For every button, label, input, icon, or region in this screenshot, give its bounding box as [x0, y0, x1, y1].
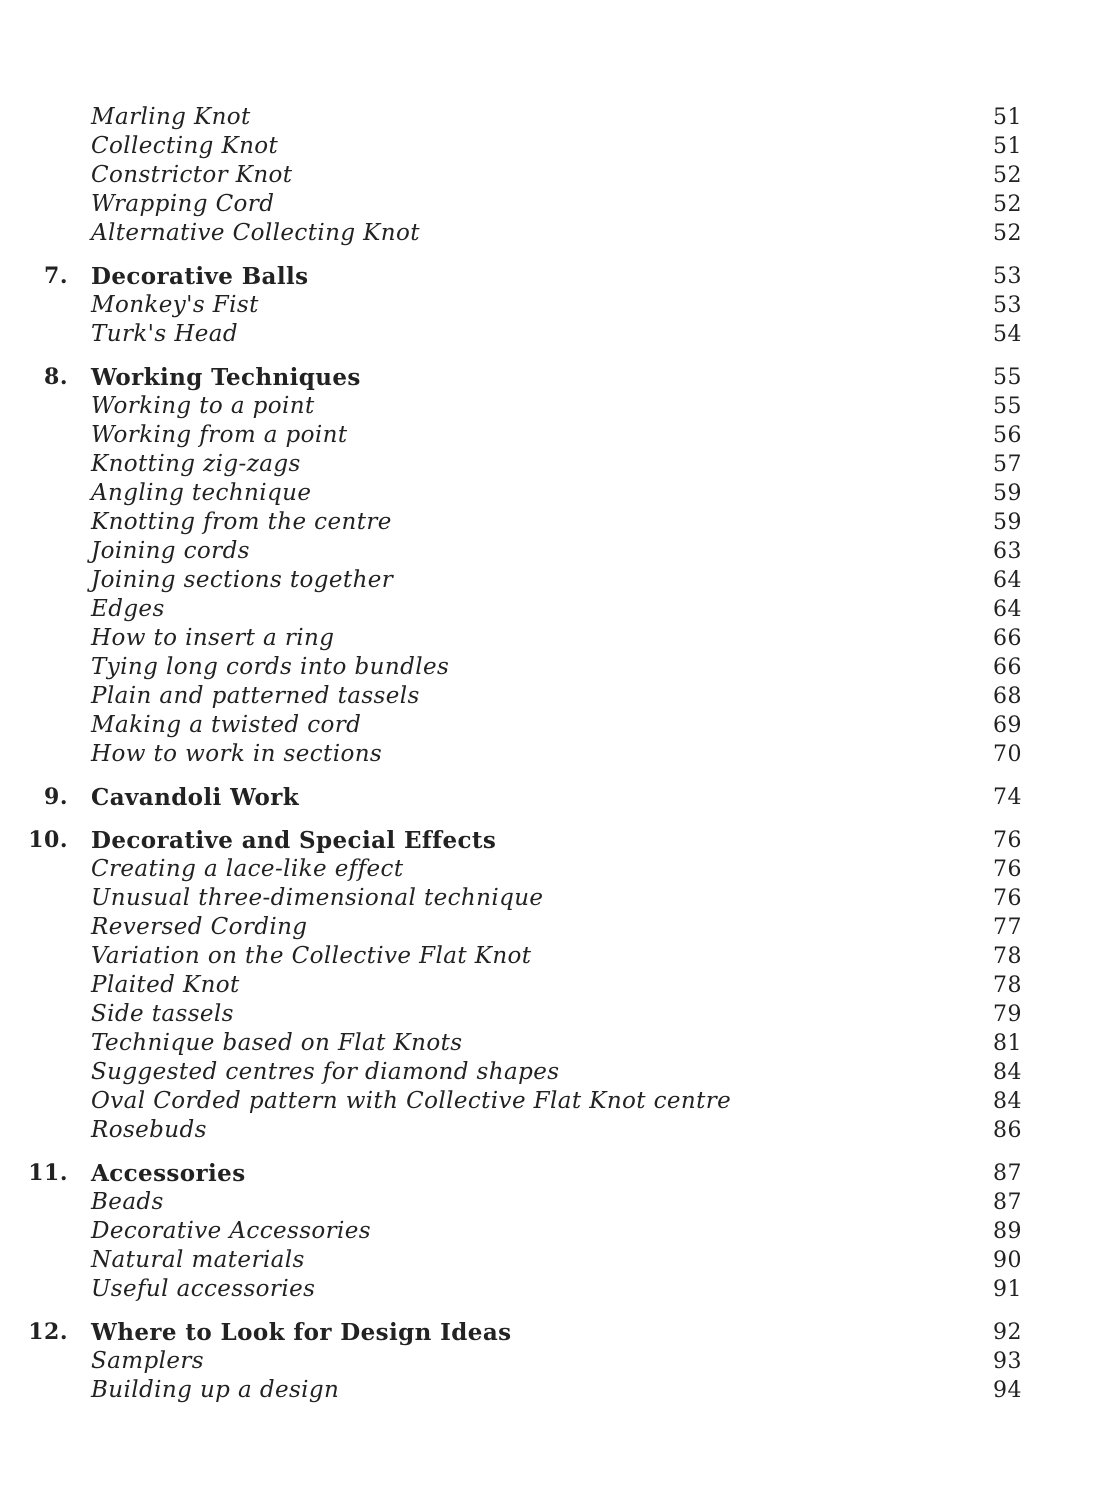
toc-entry-row: [0, 1188, 1096, 1217]
toc-entry-row: [0, 1087, 1096, 1116]
toc-entry-row: [0, 711, 1096, 740]
page-number: 56: [993, 423, 1022, 448]
page-number: 66: [993, 655, 1022, 680]
entry-title: Turk's Head: [91, 321, 239, 347]
chapter-number: 8.: [44, 364, 68, 390]
page-number: 79: [993, 1002, 1022, 1027]
chapter-title: Decorative Balls: [91, 263, 309, 290]
entry-title: Marling Knot: [91, 104, 251, 130]
entry-title: Useful accessories: [91, 1276, 316, 1302]
toc-entry-row: [0, 595, 1096, 624]
page-number: 89: [993, 1219, 1022, 1244]
chapter-title: Where to Look for Design Ideas: [91, 1319, 512, 1346]
toc-chapter-row: [0, 262, 1096, 291]
toc-entry-row: [0, 190, 1096, 219]
entry-title: Beads: [91, 1189, 164, 1215]
entry-title: Decorative Accessories: [91, 1218, 372, 1244]
entry-title: Monkey's Fist: [91, 292, 259, 318]
chapter-title: Decorative and Special Effects: [91, 827, 497, 854]
chapter-number: 11.: [28, 1160, 68, 1186]
toc-entry-row: [0, 450, 1096, 479]
entry-title: Plain and patterned tassels: [91, 683, 420, 709]
chapter-number: 10.: [28, 827, 68, 853]
page-number: 55: [993, 394, 1022, 419]
entry-title: Oval Corded pattern with Collective Flat Knot centre: [91, 1088, 732, 1114]
entry-title: How to work in sections: [91, 741, 383, 767]
toc-entry-row: [0, 566, 1096, 595]
entry-title: Plaited Knot: [91, 972, 240, 998]
page-number: 53: [993, 264, 1022, 289]
toc-entry-row: [0, 1376, 1096, 1405]
toc-entry-row: [0, 1275, 1096, 1304]
entry-title: Building up a design: [91, 1377, 340, 1403]
entry-title: Samplers: [91, 1348, 204, 1374]
entry-title: Rosebuds: [91, 1117, 207, 1143]
toc-chapter-row: [0, 1159, 1096, 1188]
page-number: 68: [993, 684, 1022, 709]
entry-title: Angling technique: [91, 480, 312, 506]
toc-chapter-row: [0, 1318, 1096, 1347]
toc-entry-row: [0, 103, 1096, 132]
toc-entry-row: [0, 508, 1096, 537]
page-number: 76: [993, 886, 1022, 911]
chapter-number: 9.: [44, 784, 68, 810]
chapter-number: 12.: [28, 1319, 68, 1345]
page-number: 52: [993, 221, 1022, 246]
toc-entry-row: [0, 392, 1096, 421]
toc-entry-row: [0, 1217, 1096, 1246]
entry-title: Collecting Knot: [91, 133, 279, 159]
entry-title: Joining cords: [91, 538, 250, 564]
page-number: 52: [993, 163, 1022, 188]
toc-entry-row: [0, 421, 1096, 450]
page-number: 94: [993, 1378, 1022, 1403]
entry-title: Reversed Cording: [91, 914, 308, 940]
page-number: 64: [993, 568, 1022, 593]
page-number: 76: [993, 828, 1022, 853]
page-number: 69: [993, 713, 1022, 738]
entry-title: Constrictor Knot: [91, 162, 293, 188]
entry-title: Alternative Collecting Knot: [91, 220, 420, 246]
page-number: 52: [993, 192, 1022, 217]
toc-entry-row: [0, 132, 1096, 161]
toc-entry-row: [0, 942, 1096, 971]
entry-title: Edges: [91, 596, 165, 622]
toc-entry-row: [0, 1000, 1096, 1029]
entry-title: Creating a lace-like effect: [91, 856, 404, 882]
entry-title: Technique based on Flat Knots: [91, 1030, 463, 1056]
entry-title: How to insert a ring: [91, 625, 335, 651]
page-number: 66: [993, 626, 1022, 651]
chapter-title: Accessories: [91, 1160, 246, 1187]
toc-entry-row: [0, 320, 1096, 349]
entry-title: Knotting from the centre: [91, 509, 392, 535]
toc-entry-row: [0, 913, 1096, 942]
page-number: 76: [993, 857, 1022, 882]
toc-entry-row: [0, 682, 1096, 711]
toc-chapter-row: [0, 826, 1096, 855]
page-number: 86: [993, 1118, 1022, 1143]
page-number: 59: [993, 510, 1022, 535]
page-number: 55: [993, 365, 1022, 390]
toc-chapter-row: [0, 363, 1096, 392]
entry-title: Wrapping Cord: [91, 191, 275, 217]
entry-title: Variation on the Collective Flat Knot: [91, 943, 532, 969]
page-number: 90: [993, 1248, 1022, 1273]
entry-title: Natural materials: [91, 1247, 305, 1273]
page-number: 78: [993, 944, 1022, 969]
toc-entry-row: [0, 624, 1096, 653]
toc-entry-row: [0, 537, 1096, 566]
toc-entry-row: [0, 161, 1096, 190]
chapter-title: Cavandoli Work: [91, 784, 300, 811]
page-number: 81: [993, 1031, 1022, 1056]
page-number: 70: [993, 742, 1022, 767]
page-number: 63: [993, 539, 1022, 564]
chapter-title: Working Techniques: [91, 364, 361, 391]
page-number: 54: [993, 322, 1022, 347]
table-of-contents: [0, 103, 1096, 1405]
page-number: 84: [993, 1060, 1022, 1085]
page-number: 77: [993, 915, 1022, 940]
page-number: 74: [993, 785, 1022, 810]
entry-title: Side tassels: [91, 1001, 234, 1027]
toc-entry-row: [0, 479, 1096, 508]
toc-entry-row: [0, 1347, 1096, 1376]
toc-entry-row: [0, 1058, 1096, 1087]
toc-entry-row: [0, 653, 1096, 682]
page-number: 53: [993, 293, 1022, 318]
toc-entry-row: [0, 855, 1096, 884]
page-number: 87: [993, 1161, 1022, 1186]
toc-entry-row: [0, 884, 1096, 913]
toc-entry-row: [0, 1116, 1096, 1145]
entry-title: Joining sections together: [91, 567, 394, 593]
page-number: 51: [993, 105, 1022, 130]
page-number: 59: [993, 481, 1022, 506]
entry-title: Working from a point: [91, 422, 348, 448]
toc-entry-row: [0, 291, 1096, 320]
page-number: 51: [993, 134, 1022, 159]
entry-title: Making a twisted cord: [91, 712, 362, 738]
entry-title: Working to a point: [91, 393, 315, 419]
page-number: 87: [993, 1190, 1022, 1215]
page-number: 91: [993, 1277, 1022, 1302]
entry-title: Tying long cords into bundles: [91, 654, 450, 680]
entry-title: Unusual three-dimensional technique: [91, 885, 544, 911]
page-number: 92: [993, 1320, 1022, 1345]
toc-entry-row: [0, 971, 1096, 1000]
entry-title: Suggested centres for diamond shapes: [91, 1059, 560, 1085]
toc-entry-row: [0, 219, 1096, 248]
page-number: 84: [993, 1089, 1022, 1114]
chapter-number: 7.: [44, 263, 68, 289]
toc-entry-row: [0, 1246, 1096, 1275]
toc-chapter-row: [0, 783, 1096, 812]
page-number: 78: [993, 973, 1022, 998]
entry-title: Knotting zig-zags: [91, 451, 301, 477]
page-number: 57: [993, 452, 1022, 477]
toc-entry-row: [0, 740, 1096, 769]
page-number: 64: [993, 597, 1022, 622]
page-number: 93: [993, 1349, 1022, 1374]
toc-entry-row: [0, 1029, 1096, 1058]
